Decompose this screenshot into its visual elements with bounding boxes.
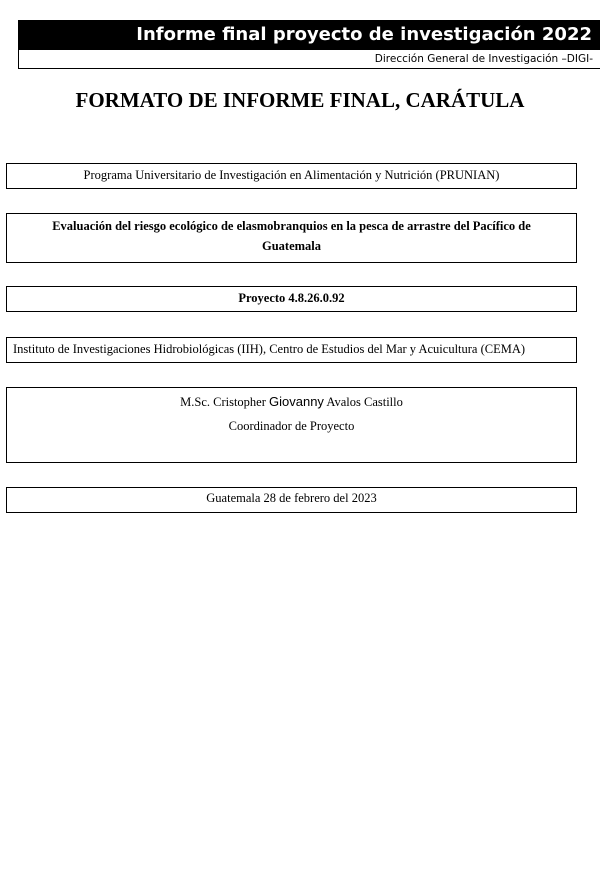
project-code: Proyecto 4.8.26.0.92 <box>238 291 345 305</box>
report-header-subtitle: Dirección General de Investigación –DIGI- <box>18 50 600 69</box>
report-date: Guatemala 28 de febrero del 2023 <box>206 491 377 505</box>
coordinator-name-given: Giovanny <box>269 394 324 409</box>
coordinator-name-prefix: M.Sc. Cristopher <box>180 395 270 409</box>
coordinator-name <box>7 390 576 414</box>
page-title: FORMATO DE INFORME FINAL, CARÁTULA <box>75 88 525 112</box>
project-code-box <box>6 286 577 312</box>
institute-name: Instituto de Investigaciones Hidrobiológicas (IIH), Centro de Estudios del Mar y Acuicultura (CEMA) <box>13 342 526 356</box>
project-title: Evaluación del riesgo ecológico de elasmobranquios en la pesca de arrastre del Pacífico de Guatemala <box>52 219 531 253</box>
project-title-box <box>6 213 577 263</box>
coordinator-name-suffix: Avalos Castillo <box>323 395 403 409</box>
report-header-title: Informe final proyecto de investigación 2022 <box>18 20 600 50</box>
coordinator-box <box>6 387 577 463</box>
date-box <box>6 487 577 513</box>
institute-box <box>6 337 577 363</box>
program-name: Programa Universitario de Investigación en Alimentación y Nutrición (PRUNIAN) <box>83 168 500 182</box>
coordinator-role: Coordinador de Proyecto <box>228 419 355 433</box>
program-box <box>6 163 577 189</box>
